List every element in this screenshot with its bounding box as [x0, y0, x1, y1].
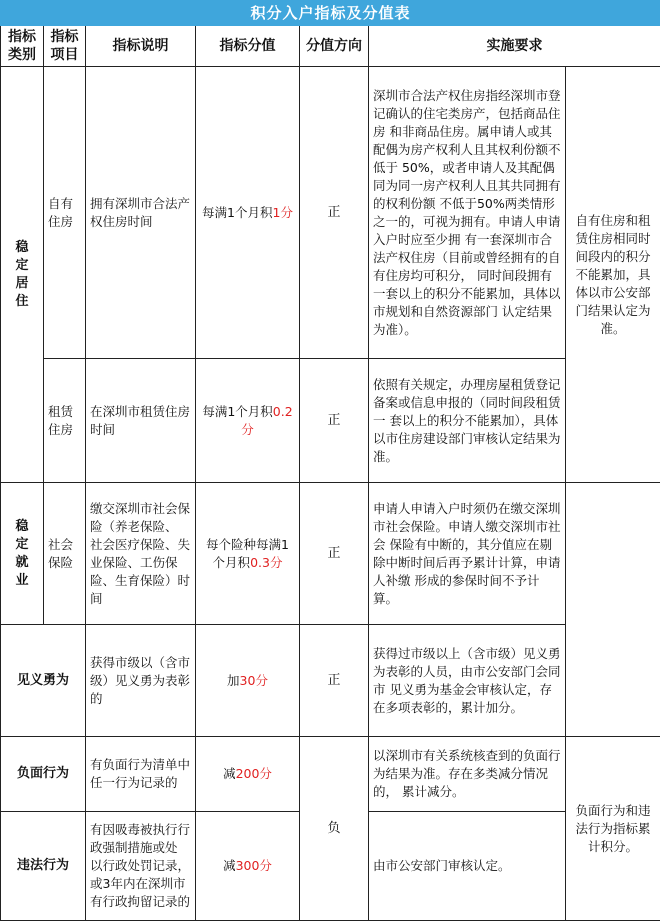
item-own-housing: 自有 住房: [44, 67, 86, 359]
requirement-social-insurance: 申请人申请入户时须仍在缴交深圳市社会保险。申请人缴交深圳市社会 保险有中断的，其分值应在剔除中断时间后再予累计计算，申请人补缴 形成的参保时间不予计算。: [369, 483, 566, 625]
header-desc: 指标说明: [86, 26, 196, 67]
score-rent-housing: 每满1个月积0.2分: [196, 359, 300, 483]
category-illegal: 违法行为: [1, 812, 86, 921]
score-illegal: 减300分: [196, 812, 300, 921]
table-row: [1, 359, 660, 483]
score-bravery: 加30分: [196, 625, 300, 737]
table-title-row: [1, 1, 660, 26]
table-title: 积分入户指标及分值表: [1, 1, 660, 26]
table-row: [1, 483, 660, 625]
note-negative: 负面行为和违法行为指标累计积分。: [566, 737, 660, 921]
item-social-insurance: 社会 保险: [44, 483, 86, 625]
table-row: [1, 737, 660, 812]
direction-bravery: 正: [300, 625, 369, 737]
desc-bravery: 获得市级以（含市级）见义勇为表彰的: [86, 625, 196, 737]
desc-own-housing: 拥有深圳市合法产 权住房时间: [86, 67, 196, 359]
note-housing: 自有住房和租赁住房相同时间段内的积分不能累加，具体以市公安部门结果认定为准。: [566, 67, 660, 483]
header-row: [1, 26, 660, 67]
table-row: [1, 625, 660, 737]
score-negative: 减200分: [196, 737, 300, 812]
requirement-own-housing: 深圳市合法产权住房指经深圳市登记确认的住宅类房产，包括商品住房 和非商品住房。属申请人或其配偶为房产权利人且其权利份额不低于 50%，或者申请人及其配偶同为同一房产权利人且其共同拥有的权利份额 不低于50%两类情形之一的，可视为拥有。申请人申请入户时应至少拥 有一套深圳市合法产权住房（目前或曾经拥有的自有住房均可积分， 同时间段拥有一套以上的积分不能累加，具体以市规划和自然资源部门 认定结果为准）。: [369, 67, 566, 359]
header-category: 指标 类别: [1, 26, 44, 67]
direction-negative: 负: [300, 737, 369, 921]
requirement-bravery: 获得过市级以上（含市级）见义勇为表彰的人员，由市公安部门会同市 见义勇为基金会审核认定，存在多项表彰的，累计加分。: [369, 625, 566, 737]
category-bravery: 见义勇为: [1, 625, 86, 737]
direction-rent-housing: 正: [300, 359, 369, 483]
header-score: 指标分值: [196, 26, 300, 67]
category-stable-residence: 稳 定 居 住: [1, 67, 44, 483]
desc-negative: 有负面行为清单中任一行为记录的: [86, 737, 196, 812]
score-own-housing: 每满1个月积1分: [196, 67, 300, 359]
direction-own-housing: 正: [300, 67, 369, 359]
requirement-illegal: 由市公安部门审核认定。: [369, 812, 566, 921]
desc-social-insurance: 缴交深圳市社会保险（养老保险、 社会医疗保险、失业保险、工伤保 险、生育保险）时间: [86, 483, 196, 625]
requirement-negative: 以深圳市有关系统核查到的负面行为结果为准。存在多类减分情况的， 累计减分。: [369, 737, 566, 812]
category-negative: 负面行为: [1, 737, 86, 812]
item-rent-housing: 租赁 住房: [44, 359, 86, 483]
header-item: 指标 项目: [44, 26, 86, 67]
score-social-insurance: 每个险种每满1个月积0.3分: [196, 483, 300, 625]
category-stable-employment: 稳 定 就 业: [1, 483, 44, 625]
header-direction: 分值方向: [300, 26, 369, 67]
desc-illegal: 有因吸毒被执行行政强制措施或处 以行政处罚记录，或3年内在深圳市有行政拘留记录的: [86, 812, 196, 921]
note-empty: [566, 483, 660, 737]
desc-rent-housing: 在深圳市租赁住房 时间: [86, 359, 196, 483]
table-row: [1, 67, 660, 359]
header-requirement: 实施要求: [369, 26, 660, 67]
direction-social-insurance: 正: [300, 483, 369, 625]
requirement-rent-housing: 依照有关规定，办理房屋租赁登记备案或信息申报的（同时间段租赁一 套以上的积分不能累加），具体以市住房建设部门审核认定结果为准。: [369, 359, 566, 483]
